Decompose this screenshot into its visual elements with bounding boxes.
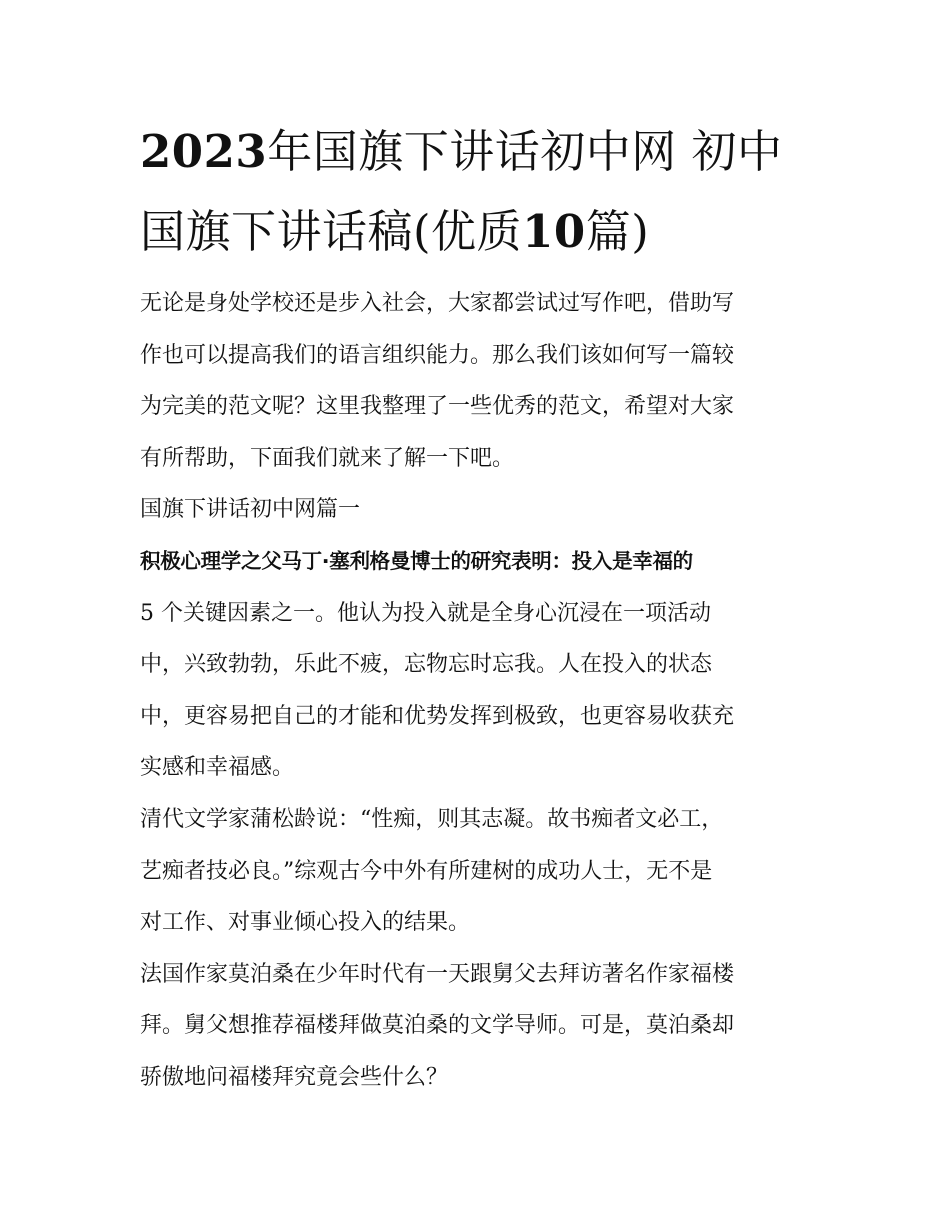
paragraph-line: 为完美的范文呢？这里我整理了一些优秀的范文，希望对大家 bbox=[140, 394, 735, 420]
paragraph-line: 5 个关键因素之一。他认为投入就是全身心沉浸在一项活动 bbox=[140, 600, 711, 626]
title-count: 10 bbox=[522, 205, 586, 258]
document-title bbox=[140, 112, 820, 272]
document-body bbox=[140, 278, 840, 1104]
paragraph-line: 有所帮助，下面我们就来了解一下吧。 bbox=[140, 445, 515, 471]
title-text-2: 篇) bbox=[585, 205, 650, 258]
paragraph-line: 骄傲地问福楼拜究竟会些什么？ bbox=[140, 1064, 449, 1090]
paragraph-line: 对工作、对事业倾心投入的结果。 bbox=[140, 910, 471, 936]
section-heading: 国旗下讲话初中网篇一 bbox=[140, 497, 361, 523]
paragraph-line: 中，更容易把自己的才能和优势发挥到极致，也更容易收获充 bbox=[140, 703, 735, 729]
title-year: 2023 bbox=[140, 125, 268, 178]
paragraph-line: 中，兴致勃勃，乐此不疲，忘物忘时忘我。人在投入的状态 bbox=[140, 652, 713, 678]
paragraph-line: 无论是身处学校还是步入社会，大家都尝试过写作吧，借助写 bbox=[140, 291, 735, 316]
paragraph-line: 实感和幸福感。 bbox=[140, 755, 295, 781]
title-text-1: 年国旗下讲话初中网 初中国旗下讲话稿(优质 bbox=[140, 125, 783, 258]
paragraph-line: 拜。舅父想推荐福楼拜做莫泊桑的文学导师。可是，莫泊桑却 bbox=[140, 1013, 735, 1039]
paragraph-line: 积极心理学之父马丁·塞利格曼博士的研究表明：投入是幸福的 bbox=[140, 548, 693, 573]
paragraph-line: 法国作家莫泊桑在少年时代有一天跟舅父去拜访著名作家福楼 bbox=[140, 961, 735, 987]
paragraph-line: 艺痴者技必良。”综观古今中外有所建树的成功人士，无不是 bbox=[140, 858, 713, 884]
paragraph-line: 清代文学家蒲松龄说：“性痴，则其志凝。故书痴者文必工， bbox=[140, 806, 724, 832]
paragraph-line: 作也可以提高我们的语言组织能力。那么我们该如何写一篇较 bbox=[140, 342, 735, 368]
